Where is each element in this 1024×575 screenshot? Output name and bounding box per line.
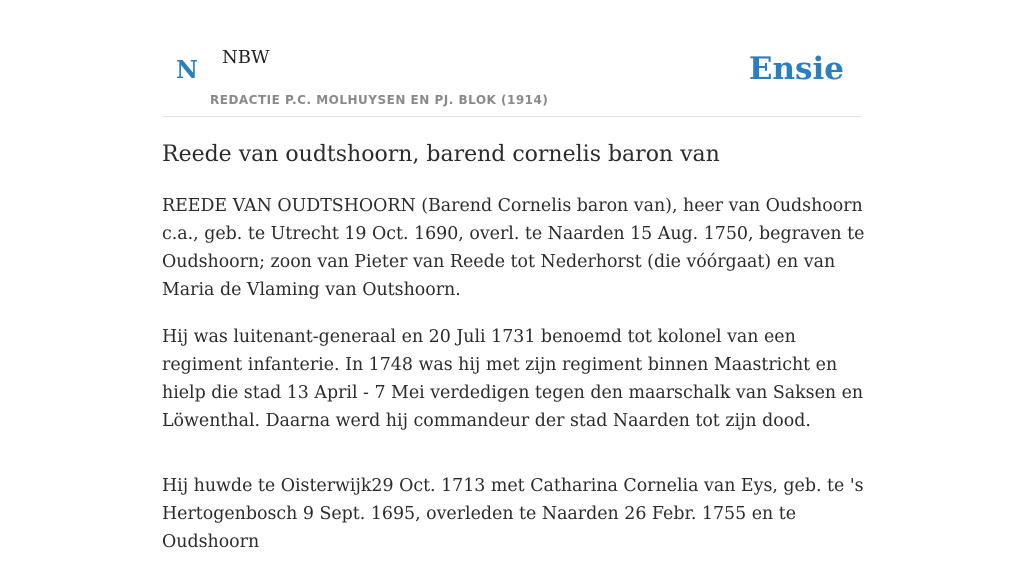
ensie-logo-link[interactable]: Ensie [748,51,844,87]
source-editors: REDACTIE P.C. MOLHUYSEN EN PJ. BLOK (1914) [210,93,549,107]
article-paragraph: Hij huwde te Oisterwijk29 Oct. 1713 met Catharina Cornelia van Eys, geb. te 's Hertogenbosch 9 Sept. 1695, overleden te Naarden 26 Febr. 1755 en te Oudshoorn [162,476,864,552]
source-logo-icon: N [176,55,198,84]
article-body [162,192,867,575]
article-paragraph: Hij was luitenant-generaal en 20 Juli 1731 benoemd tot kolonel van een regiment infanterie. In 1748 was hij met zijn regiment binnen Maastricht en hielp die stad 13 April - 7 Mei verdedigen tegen den maarschalk van Saksen en Löwenthal. Daarna werd hij commandeur der stad Naarden tot zijn dood. [162,327,864,431]
article-paragraph: REEDE VAN OUDTSHOORN (Barend Cornelis baron van), heer van Oudshoorn c.a., geb. te Utrecht 19 Oct. 1690, overl. te Naarden 15 Aug. 1750, begraven te Oudshoorn; zoon van Pieter van Reede tot Nederhorst (die vóórgaat) en van Maria de Vlaming van Outshoorn. [162,196,865,300]
source-name[interactable]: NBW [222,47,270,68]
source-header [162,0,862,117]
article-title: Reede van oudtshoorn, barend cornelis baron van [162,142,720,167]
